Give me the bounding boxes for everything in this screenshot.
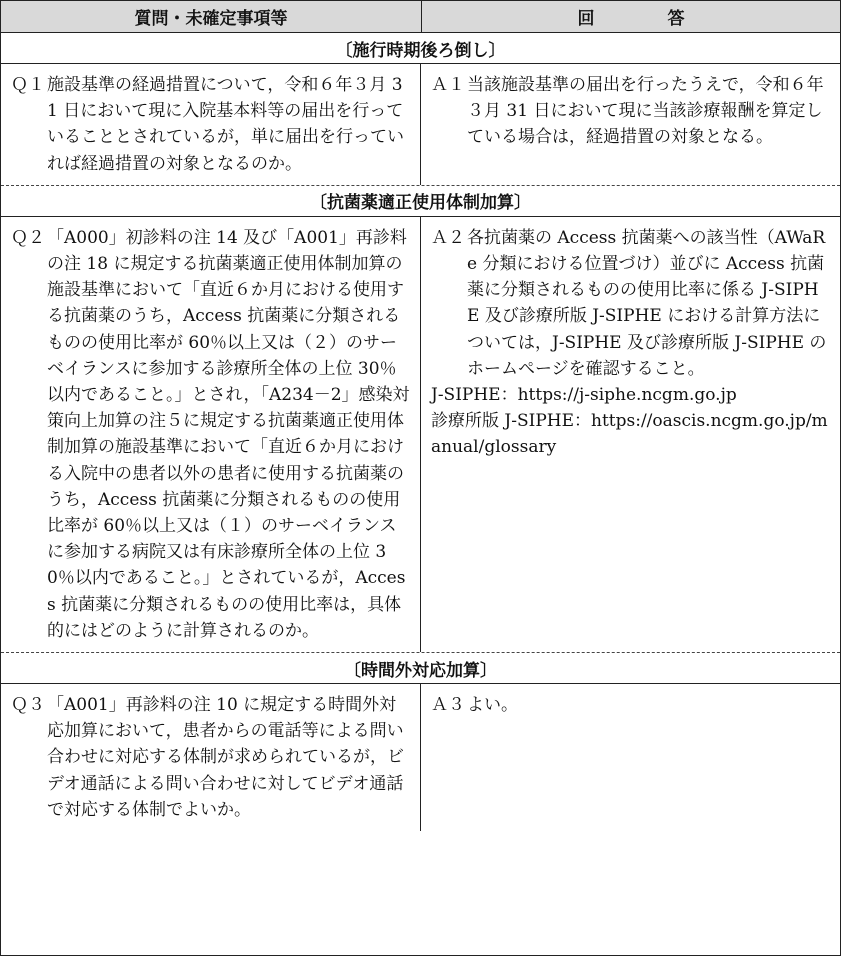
question-label: Ｑ３: [11, 695, 45, 716]
answer-cell: [421, 217, 840, 652]
qa-row: [1, 64, 840, 185]
answer-column-header: 回 答: [577, 9, 713, 29]
qa-row: [1, 217, 840, 652]
answer-label: Ａ２: [431, 227, 465, 248]
answer-cell: [421, 64, 840, 185]
table-header: [1, 1, 840, 33]
answer-text: 当該施設基準の届出を行ったうえで，令和６年３月 31 日において現に当該診療報酬を算定している場合は，経過措置の対象となる。: [467, 75, 824, 148]
answer-label: Ａ３: [431, 695, 465, 716]
section-title: 〔施行時期後ろ倒し〕: [1, 33, 840, 64]
qa-row: [1, 684, 840, 831]
section-title: 〔抗菌薬適正使用体制加算〕: [1, 186, 840, 217]
question-text: 「A001」再診料の注 10 に規定する時間外対応加算において，患者からの電話等による問い合わせに対応する体制が求められているが，ビデオ通話による問い合わせに対してビデオ通話で対応する体制でよいか。: [47, 695, 404, 820]
section-title: 〔時間外対応加算〕: [1, 653, 840, 684]
question-label: Ｑ１: [11, 75, 45, 95]
question-text: 「A000」初診料の注 14 及び「A001」再診料の注 18 に規定する抗菌薬適正使用体制加算の施設基準において「直近６か月における使用する抗菌薬のうち，Access 抗菌薬に分類されるものの使用比率が 60％以上又は（２）のサーベイランスに参加する診療所全体の上位 30％以内であること。」とされ，「A234－2」感染対策向上加算の注５に規定する抗菌薬適正使用体制加算の施設基準において「直近６か月における入院中の患者以外の患者に使用する抗菌薬のうち，Access 抗菌薬に分類されるものの使用比率が 60％以上又は（１）のサーベイランスに参加する病院又は有床診療所全体の上位 30％以内であること。」とされているが，Access 抗菌薬に分類されるものの使用比率は，具体的にはどのように計算されるのか。: [47, 227, 410, 641]
section-after-hours: [1, 653, 840, 831]
answer-label: Ａ１: [431, 75, 465, 95]
clinic-j-siphe-link[interactable]: 診療所版 J-SIPHE：https://oascis.ncgm.go.jp/manual/glossary: [431, 411, 828, 458]
question-label: Ｑ２: [11, 227, 45, 248]
answer-text: 各抗菌薬の Access 抗菌薬への該当性（AWaRe 分類における位置づけ）並びに Access 抗菌薬に分類されるものの使用比率に係る J-SIPHE 及び診療所版 J-SIPHE における計算方法については，J-SIPHE 及び診療所版 J-SIPHE のホームページを確認すること。: [467, 227, 827, 379]
question-cell: [1, 217, 421, 652]
section-schedule-postponement: [1, 33, 840, 186]
j-siphe-link[interactable]: J-SIPHE：https://j-siphe.ncgm.go.jp: [431, 385, 737, 406]
answer-text: よい。: [467, 695, 518, 716]
section-antibiotic-stewardship: [1, 186, 840, 653]
question-cell: [1, 684, 421, 831]
question-cell: [1, 64, 421, 185]
answer-cell: [421, 684, 840, 831]
question-text: 施設基準の経過措置について，令和６年３月 31 日において現に入院基本料等の届出を行っていることとされているが，単に届出を行っていれば経過措置の対象となるのか。: [47, 75, 404, 174]
question-column-header: 質問・未確定事項等: [1, 1, 422, 32]
